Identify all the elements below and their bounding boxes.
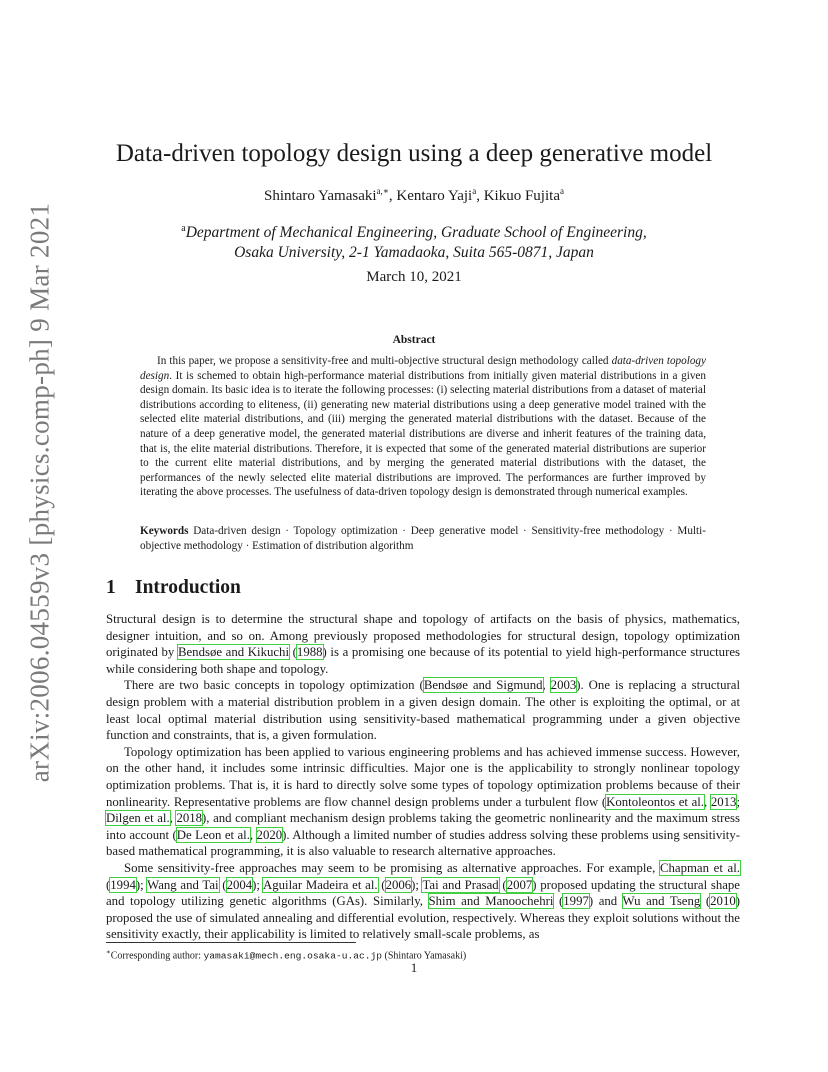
affiliation-line-1: Department of Mechanical Engineering, Graduate School of Engineering, xyxy=(185,224,647,242)
text-span: ( xyxy=(498,877,507,892)
text-span: ) is a promising one because of its potential to yield high-performance structures while considering both shape and topology. xyxy=(106,645,740,676)
footnote-rule xyxy=(106,942,356,943)
affiliation xyxy=(0,219,828,263)
citation-link[interactable]: Aguilar Madeira et al. xyxy=(263,877,378,892)
citation-link[interactable]: 2007 xyxy=(506,877,533,892)
abstract-span: In this paper, we propose a sensitivity-free and multi-objective structural design methodology called xyxy=(157,355,612,367)
citation-link[interactable]: 2018 xyxy=(176,811,203,826)
author-name: , Kentaro Yaji xyxy=(388,188,473,204)
abstract-span: . It is schemed to obtain high-performance material distributions from initially given material distributions in a given design domain. Its basic idea is to iterate the following processes: (i) selecting material distributions from a dataset of material distributions according to eliteness, (ii) generating new material distributions using a deep generative model trained with the selected elite material distributions, and (iii) merging the generated material distributions with the dataset. Because of the nature of a deep generative model, the generated material distributions are diverse and inherit features of the training data, that is, the elite material distributions. Therefore, it is expected that some of the generated material distributions are superior to the current elite material distributions, and by merging the generated material distributions with the dataset, the performances of the newly selected elite material distributions are improved. The performances are further improved by iterating the above processes. The usefulness of data-driven topology design is demonstrated through numerical examples. xyxy=(140,369,706,499)
text-span: , xyxy=(704,794,711,809)
citation-link[interactable]: De Leon et al. xyxy=(176,827,250,842)
text-span: ( xyxy=(553,894,564,909)
text-span: , xyxy=(169,811,177,826)
text-span: ). One is replacing a structural design problem with a material distribution problem in a given design domain. The other is exploiting the optimal, or at least local optimal material distribution using sensitivity-based mathematical programming under a given objective function and constraints, that is, a given formulation. xyxy=(106,678,740,743)
author-superscript: a,∗ xyxy=(376,186,389,196)
citation-link[interactable]: Wu and Tseng xyxy=(622,894,701,909)
citation-link[interactable]: 1988 xyxy=(296,645,323,660)
author-name: , Kikuo Fujita xyxy=(476,188,560,204)
author-list xyxy=(0,186,828,205)
text-span: ) proposed updating the structural shape and topology utilizing genetic algorithms (GAs). Similarly, xyxy=(106,877,740,909)
paper-title: Data-driven topology design using a deep generative model xyxy=(115,140,713,167)
text-span: ) and xyxy=(588,894,623,909)
text-span: Some sensitivity-free approaches may seem to be promising as alternative approaches. For example, xyxy=(124,860,660,875)
citation-link[interactable]: Shim and Manoochehri xyxy=(428,894,554,909)
citation-link[interactable]: 2006 xyxy=(385,877,412,892)
paragraph xyxy=(106,611,740,677)
footnote-marker: ∗ xyxy=(106,948,111,956)
affiliation-superscript: a xyxy=(181,223,186,234)
text-span: ( xyxy=(700,894,711,909)
section-heading xyxy=(106,577,241,599)
citation-link[interactable]: Tai and Prasad xyxy=(422,877,499,892)
abstract-text xyxy=(140,354,706,500)
text-span: , xyxy=(249,827,257,842)
author-superscript: a xyxy=(559,186,564,196)
footnote-email[interactable]: yamasaki@mech.eng.osaka-u.ac.jp xyxy=(203,950,383,962)
citation-link[interactable]: Wang and Tai xyxy=(147,877,219,892)
publication-date: March 10, 2021 xyxy=(366,269,462,285)
text-span: ( xyxy=(106,877,111,892)
page-number: 1 xyxy=(410,960,418,975)
abstract-heading: Abstract xyxy=(392,334,436,346)
body-text xyxy=(106,611,740,943)
text-span: ) proposed the use of simulated annealing and differential evolution, respectively. Whereas they exploit solutions without the sensitivity exactly, their applicability is limited to relatively small-scale problems, as xyxy=(106,894,740,942)
citation-link[interactable]: 2010 xyxy=(710,894,736,909)
citation-link[interactable]: Kontoleontos et al. xyxy=(606,794,705,809)
text-span: ; xyxy=(736,794,741,809)
text-span: , xyxy=(542,678,551,693)
text-span: Structural design is to determine the structural shape and topology of artifacts on the basis of physics, mathematics, designer intuition, and so on. Among previously proposed methodologies for structural design, topology optimization originated by xyxy=(106,612,740,660)
citation-link[interactable]: 1997 xyxy=(563,894,589,909)
text-span: ), and compliant mechanism design problems taking the geometric nonlinearity and the maximum stress into account ( xyxy=(106,811,740,842)
affiliation-line-2: Osaka University, 2-1 Yamadaoka, Suita 565-0871, Japan xyxy=(234,244,594,262)
citation-link[interactable]: Chapman et al. xyxy=(659,860,740,875)
keywords-text: Data-driven design · Topology optimization · Deep generative model · Sensitivity-free methodology · Multi-objective methodology · Estimation of distribution algorithm xyxy=(140,525,706,552)
footnote-label: Corresponding author: xyxy=(110,950,204,962)
author-name: Shintaro Yamasaki xyxy=(264,188,377,204)
keywords xyxy=(140,524,706,554)
text-span: ). Although a limited number of studies address solving these problems using sensitivity-based mathematical programming, it is also valuable to research alternative approaches. xyxy=(106,827,741,859)
citation-link[interactable]: 2004 xyxy=(226,877,253,892)
text-span: ( xyxy=(377,877,386,892)
citation-link[interactable]: 2003 xyxy=(550,678,577,693)
text-span: ); xyxy=(252,877,263,892)
paragraph xyxy=(106,744,740,860)
citation-link[interactable]: 1994 xyxy=(110,877,136,892)
text-span: Topology optimization has been applied to various engineering problems and has achieved immense success. However, on the other hand, it includes some intrinsic difficulties. Major one is the applicability to strongly nonlinear topology optimization problems. That is, it is hard to directly solve some types of topology optimization problems because of their nonlinearity. Representative problems are flow channel design problems under a turbulent flow ( xyxy=(106,744,740,809)
citation-link[interactable]: Bendsøe and Sigmund xyxy=(423,678,543,693)
citation-link[interactable]: 2013 xyxy=(710,794,737,809)
text-span: ( xyxy=(218,877,227,892)
arxiv-identifier xyxy=(21,202,59,782)
section-title: Introduction xyxy=(135,577,241,598)
keywords-label: Keywords xyxy=(140,525,189,537)
citation-link[interactable]: Bendsøe and Kikuchi xyxy=(177,645,290,660)
text-span: There are two basic concepts in topology optimization ( xyxy=(124,678,424,693)
paragraph xyxy=(106,677,740,743)
text-span: ); xyxy=(411,877,423,892)
text-span: ); xyxy=(135,877,148,892)
citation-link[interactable]: 2020 xyxy=(256,827,283,842)
citation-link[interactable]: Dilgen et al. xyxy=(106,811,170,826)
text-span: ( xyxy=(289,645,297,660)
arxiv-identifier-text: arXiv:2006.04559v3 [physics.comp-ph] 9 Mar 2021 xyxy=(24,202,55,782)
author-superscript: a xyxy=(472,186,477,196)
paragraph xyxy=(106,860,740,943)
section-number: 1 xyxy=(106,577,116,598)
footnote-name: (Shintaro Yamasaki) xyxy=(382,950,467,962)
abstract-emphasis: data-driven topology design xyxy=(140,355,706,382)
